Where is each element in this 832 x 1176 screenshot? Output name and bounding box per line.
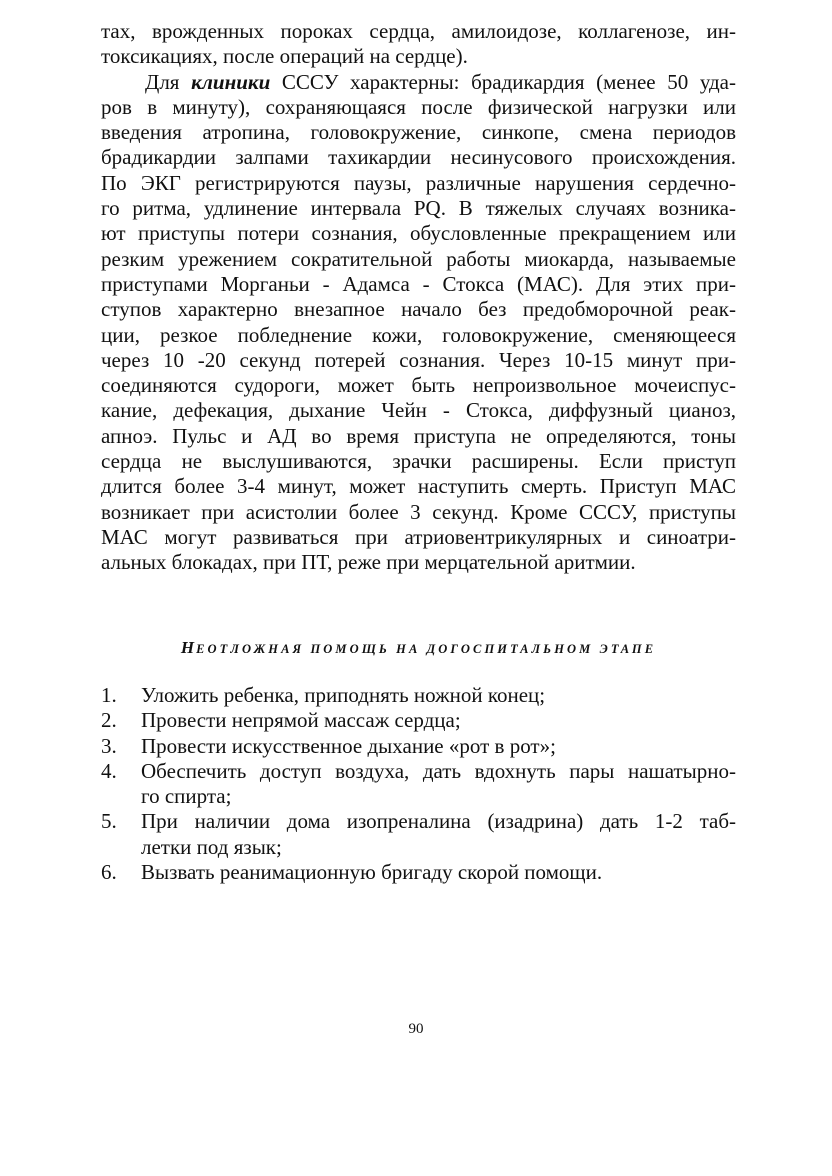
body-line: По ЭКГ регистрируются паузы, различные нарушения сердечно- bbox=[101, 170, 736, 195]
body-line: кание, дефекация, дыхание Чейн - Стокса, диффузный цианоз, bbox=[101, 398, 736, 423]
list-item bbox=[101, 734, 736, 759]
body-line: введения атропина, головокружение, синкопе, смена периодов bbox=[101, 120, 736, 145]
body-line: ют приступы потери сознания, обусловленные прекращением или bbox=[101, 221, 736, 246]
list-item-text: Провести непрямой массаж сердца; bbox=[141, 708, 461, 733]
body-line-prefix: Для bbox=[145, 69, 180, 94]
list-item-text-continued: летки под язык; bbox=[141, 834, 282, 859]
body-line: МАС могут развиваться при атриовентрикулярных и синоатри- bbox=[101, 524, 736, 549]
emergency-steps-list bbox=[101, 683, 736, 885]
list-item bbox=[101, 708, 736, 733]
list-item-number: 2. bbox=[101, 708, 117, 733]
section-heading bbox=[101, 638, 736, 658]
section-heading-rest: ЕОТЛОЖНАЯ ПОМОЩЬ НА ДОГОСПИТАЛЬНОМ ЭТАПЕ bbox=[196, 642, 657, 656]
list-item bbox=[101, 860, 736, 885]
body-line: апноэ. Пульс и АД во время приступа не определяются, тоны bbox=[101, 423, 736, 448]
list-item-text: Вызвать реанимационную бригаду скорой помощи. bbox=[141, 860, 603, 885]
body-line: соединяются судороги, может быть непроизвольное мочеиспус- bbox=[101, 373, 736, 398]
list-item-number: 3. bbox=[101, 733, 117, 758]
list-item-number: 5. bbox=[101, 809, 117, 834]
list-item bbox=[101, 683, 736, 708]
list-item-text-continued: го спирта; bbox=[141, 784, 232, 809]
list-item-number: 6. bbox=[101, 860, 117, 885]
body-line: тах, врожденных пороках сердца, амилоидозе, коллагенозе, ин- bbox=[101, 19, 736, 43]
page-number: 90 bbox=[408, 1021, 424, 1037]
list-item bbox=[101, 809, 736, 860]
body-line: ции, резкое побледнение кожи, головокружение, сменяющееся bbox=[101, 322, 736, 347]
body-line: возникает при асистолии более 3 секунд. Кроме СССУ, приступы bbox=[101, 499, 736, 524]
body-line bbox=[101, 70, 736, 95]
list-item bbox=[101, 759, 736, 810]
body-line: брадикардии залпами тахикардии несинусового происхождения. bbox=[101, 145, 736, 170]
body-line: ров в минуту), сохраняющаяся после физической нагрузки или bbox=[101, 94, 736, 119]
list-item-text: Обеспечить доступ воздуха, дать вдохнуть пары нашатырно- bbox=[141, 758, 736, 783]
body-line: токсикациях, после операций на сердце). bbox=[101, 44, 468, 69]
body-line: ступов характерно внезапное начало без предобморочной реак- bbox=[101, 297, 736, 322]
list-item-text: Провести искусственное дыхание «рот в рот»; bbox=[141, 733, 556, 758]
body-line: через 10 -20 секунд потерей сознания. Через 10-15 минут при- bbox=[101, 347, 736, 372]
body-line: альных блокадах, при ПТ, реже при мерцательной аритмии. bbox=[101, 550, 636, 575]
section-heading-initial: Н bbox=[180, 638, 197, 657]
list-item-number: 4. bbox=[101, 758, 117, 783]
body-line: приступами Морганьи - Адамса - Стокса (МАС). Для этих при- bbox=[101, 271, 736, 296]
body-line: сердца не выслушиваются, зрачки расширены. Если приступ bbox=[101, 449, 736, 474]
body-line: резким урежением сократительной работы миокарда, называемые bbox=[101, 246, 736, 271]
keyword-clinic: клиники bbox=[191, 69, 271, 94]
list-item-text: При наличии дома изопреналина (изадрина) дать 1-2 таб- bbox=[141, 809, 736, 834]
body-paragraphs bbox=[101, 19, 736, 576]
list-item-number: 1. bbox=[101, 683, 117, 707]
body-line-rest: СССУ характерны: брадикардия (менее 50 уда- bbox=[281, 69, 736, 94]
body-line: го ритма, удлинение интервала PQ. В тяжелых случаях возника- bbox=[101, 196, 736, 221]
body-line: длится более 3-4 минут, может наступить смерть. Приступ МАС bbox=[101, 474, 736, 499]
list-item-text: Уложить ребенка, приподнять ножной конец; bbox=[141, 683, 546, 707]
